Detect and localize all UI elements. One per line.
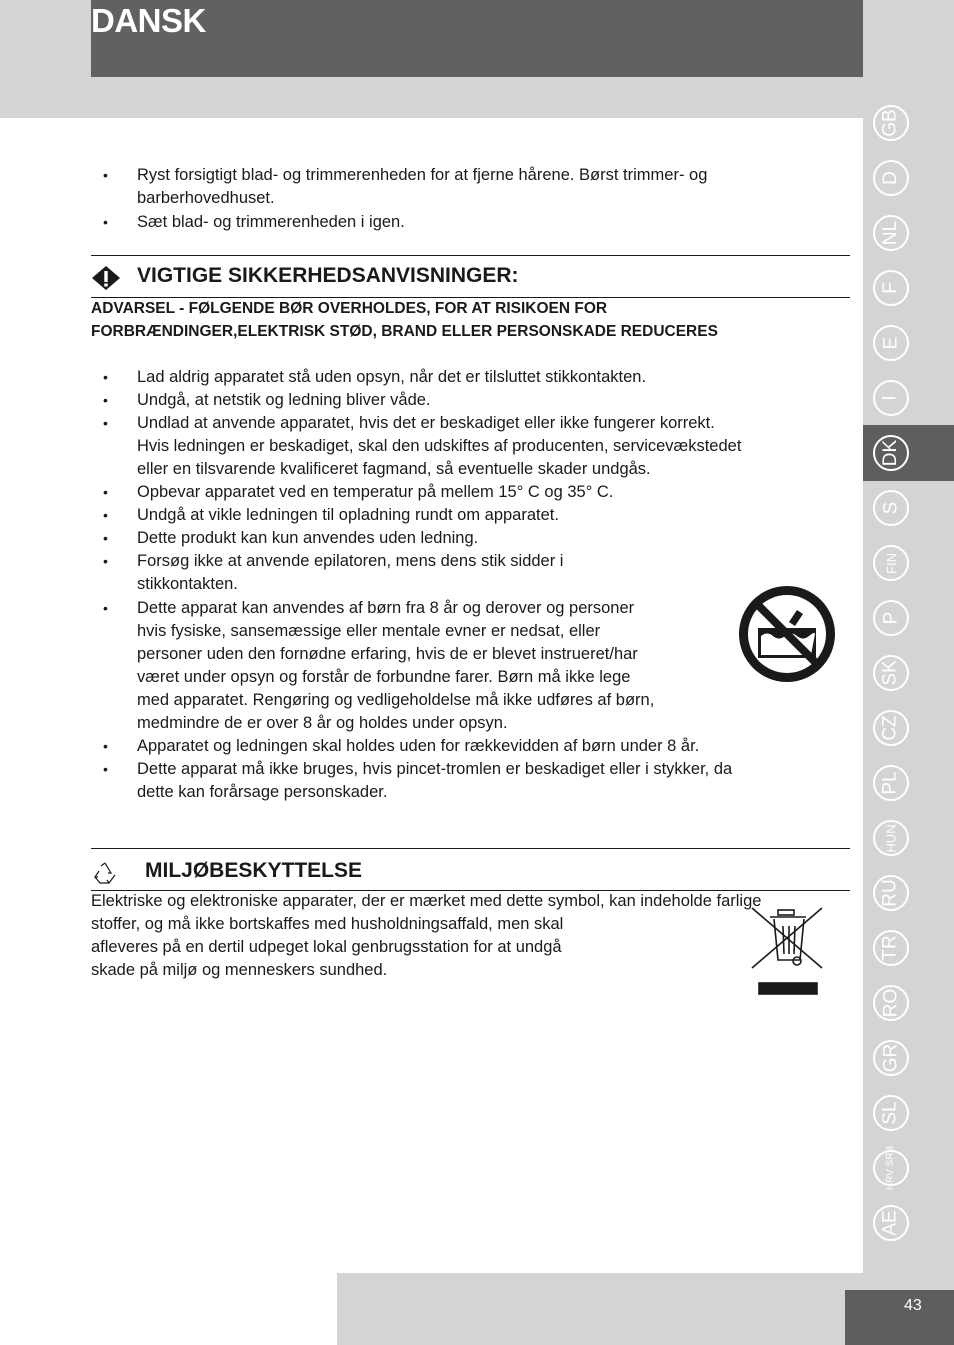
language-tab-label: CZ <box>879 715 901 741</box>
safety-line: Forsøg ikke at anvende epilatoren, mens dens stik sidder i <box>137 552 564 570</box>
language-tab-label: SK <box>879 660 901 686</box>
language-tab-label: E <box>880 336 901 350</box>
language-tab-hrv-srb[interactable] <box>873 1145 909 1191</box>
language-tab-e[interactable] <box>873 325 909 361</box>
language-tab-label: HUN <box>883 823 899 853</box>
section-rule <box>91 848 850 849</box>
bullet-icon: • <box>103 600 108 616</box>
safety-line: Dette produkt kan kun anvendes uden ledning. <box>137 529 479 547</box>
intro-line: Sæt blad- og trimmerenheden i igen. <box>137 213 405 231</box>
bullet-icon: • <box>103 167 108 183</box>
bullet-icon: • <box>103 738 108 754</box>
safety-line: med apparatet. Rengøring og vedligeholdelse må ikke udføres af børn, <box>137 691 655 709</box>
safety-heading: VIGTIGE SIKKERHEDSANVISNINGER: <box>137 264 519 287</box>
language-tab-label: I <box>880 395 901 401</box>
safety-line: Dette apparat må ikke bruges, hvis pincet-tromlen er beskadiget eller i stykker, da <box>137 760 733 778</box>
language-tab-label: AE <box>879 1210 901 1236</box>
warning-icon <box>91 265 121 296</box>
environment-line: afleveres på en dertil udpeget lokal genbrugsstation for at undgå <box>91 938 562 956</box>
safety-line: været under opsyn og forstår de forbundne farer. Børn må ikke lege <box>137 668 631 686</box>
language-tab-gr[interactable] <box>873 1040 909 1076</box>
language-tab-sl[interactable] <box>873 1095 909 1131</box>
language-tab-p[interactable] <box>873 600 909 636</box>
safety-line: hvis fysiske, sansemæssige eller mentale evner er nedsat, eller <box>137 622 601 640</box>
safety-line: Undgå at vikle ledningen til opladning rundt om apparatet. <box>137 506 559 524</box>
safety-line: medmindre de er over 8 år og holdes under opsyn. <box>137 714 508 732</box>
environment-heading: MILJØBESKYTTELSE <box>145 859 363 882</box>
page-number: 43 <box>904 1297 922 1314</box>
intro-line: barberhovedhuset. <box>137 189 275 207</box>
warning-text: ADVARSEL - FØLGENDE BØR OVERHOLDES, FOR AT RISIKOEN FOR <box>91 300 608 317</box>
header-bar <box>91 0 863 77</box>
language-tab-label: GR <box>880 1043 901 1073</box>
bullet-icon: • <box>103 553 108 569</box>
language-tab-label: HRV SRB <box>885 1145 896 1191</box>
page-title: DANSK <box>91 2 206 39</box>
language-tab-label: GB <box>879 109 901 137</box>
language-tab-label: TR <box>879 935 901 961</box>
language-tab-label: D <box>879 171 901 185</box>
language-tab-label: SL <box>880 1101 901 1125</box>
environment-line: skade på miljø og menneskers sundhed. <box>91 961 388 979</box>
language-tab-gb[interactable] <box>873 105 909 141</box>
bottom-margin <box>0 1273 337 1345</box>
language-tab-dk[interactable] <box>873 435 909 471</box>
language-tab-label: P <box>880 611 901 625</box>
bullet-icon: • <box>103 214 108 230</box>
language-tab-ro[interactable] <box>873 985 909 1021</box>
language-tab-label: PL <box>880 771 901 795</box>
language-tab-s[interactable] <box>873 490 909 526</box>
language-tab-i[interactable] <box>873 380 909 416</box>
language-tab-hun[interactable] <box>873 820 909 856</box>
safety-line: Undlad at anvende apparatet, hvis det er beskadiget eller ikke fungerer korrekt. <box>137 414 715 432</box>
language-tab-label: RU <box>879 879 901 907</box>
intro-line: Ryst forsigtigt blad- og trimmerenheden for at fjerne hårene. Børst trimmer- og <box>137 166 708 184</box>
warning-text: FORBRÆNDINGER,ELEKTRISK STØD, BRAND ELLER PERSONSKADE REDUCERES <box>91 323 718 340</box>
safety-line: Hvis ledningen er beskadiget, skal den udskiftes af producenten, servicevækstedet <box>137 437 742 455</box>
safety-line: Lad aldrig apparatet stå uden opsyn, når det er tilsluttet stikkontakten. <box>137 368 647 386</box>
safety-line: Dette apparat kan anvendes af børn fra 8 år og derover og personer <box>137 599 635 617</box>
environment-line: stoffer, og må ikke bortskaffes med husholdningsaffald, men skal <box>91 915 564 933</box>
language-tab-sk[interactable] <box>873 655 909 691</box>
weee-bin-icon <box>750 906 826 1001</box>
language-tab-d[interactable] <box>873 160 909 196</box>
bullet-icon: • <box>103 392 108 408</box>
safety-line: dette kan forårsage personskader. <box>137 783 388 801</box>
environment-line: Elektriske og elektroniske apparater, der er mærket med dette symbol, kan indeholde farlige <box>91 892 762 910</box>
safety-line: stikkontakten. <box>137 575 238 593</box>
language-tab-label: F <box>879 282 901 294</box>
bullet-icon: • <box>103 507 108 523</box>
safety-line: personer uden den fornødne erfaring, hvis de er blevet instrueret/har <box>137 645 638 663</box>
language-tab-nl[interactable] <box>873 215 909 251</box>
bullet-icon: • <box>103 530 108 546</box>
safety-line: eller en tilsvarende kvalificeret fagmand, så eventuelle skader undgås. <box>137 460 651 478</box>
language-tab-pl[interactable] <box>873 765 909 801</box>
language-tab-cz[interactable] <box>873 710 909 746</box>
page-number-box <box>845 1290 954 1345</box>
bullet-icon: • <box>103 369 108 385</box>
language-tab-ae[interactable] <box>873 1205 909 1241</box>
section-rule <box>91 255 850 256</box>
language-tab-ru[interactable] <box>873 875 909 911</box>
language-tab-f[interactable] <box>873 270 909 306</box>
language-tab-tr[interactable] <box>873 930 909 966</box>
language-tab-label: S <box>880 501 901 515</box>
recycle-icon <box>91 861 119 890</box>
language-tab-label: RO <box>880 988 901 1018</box>
safety-line: Apparatet og ledningen skal holdes uden for rækkevidden af børn under 8 år. <box>137 737 700 755</box>
language-tab-label: FIN <box>883 552 899 574</box>
language-tab-label: DK <box>880 439 901 467</box>
bullet-icon: • <box>103 761 108 777</box>
safety-line: Opbevar apparatet ved en temperatur på mellem 15° C og 35° C. <box>137 483 614 501</box>
language-tab-label: NL <box>879 220 901 246</box>
language-tab-fin[interactable] <box>873 545 909 581</box>
safety-line: Undgå, at netstik og ledning bliver våde. <box>137 391 431 409</box>
no-bath-water-icon <box>737 584 837 689</box>
bullet-icon: • <box>103 415 108 431</box>
bullet-icon: • <box>103 484 108 500</box>
